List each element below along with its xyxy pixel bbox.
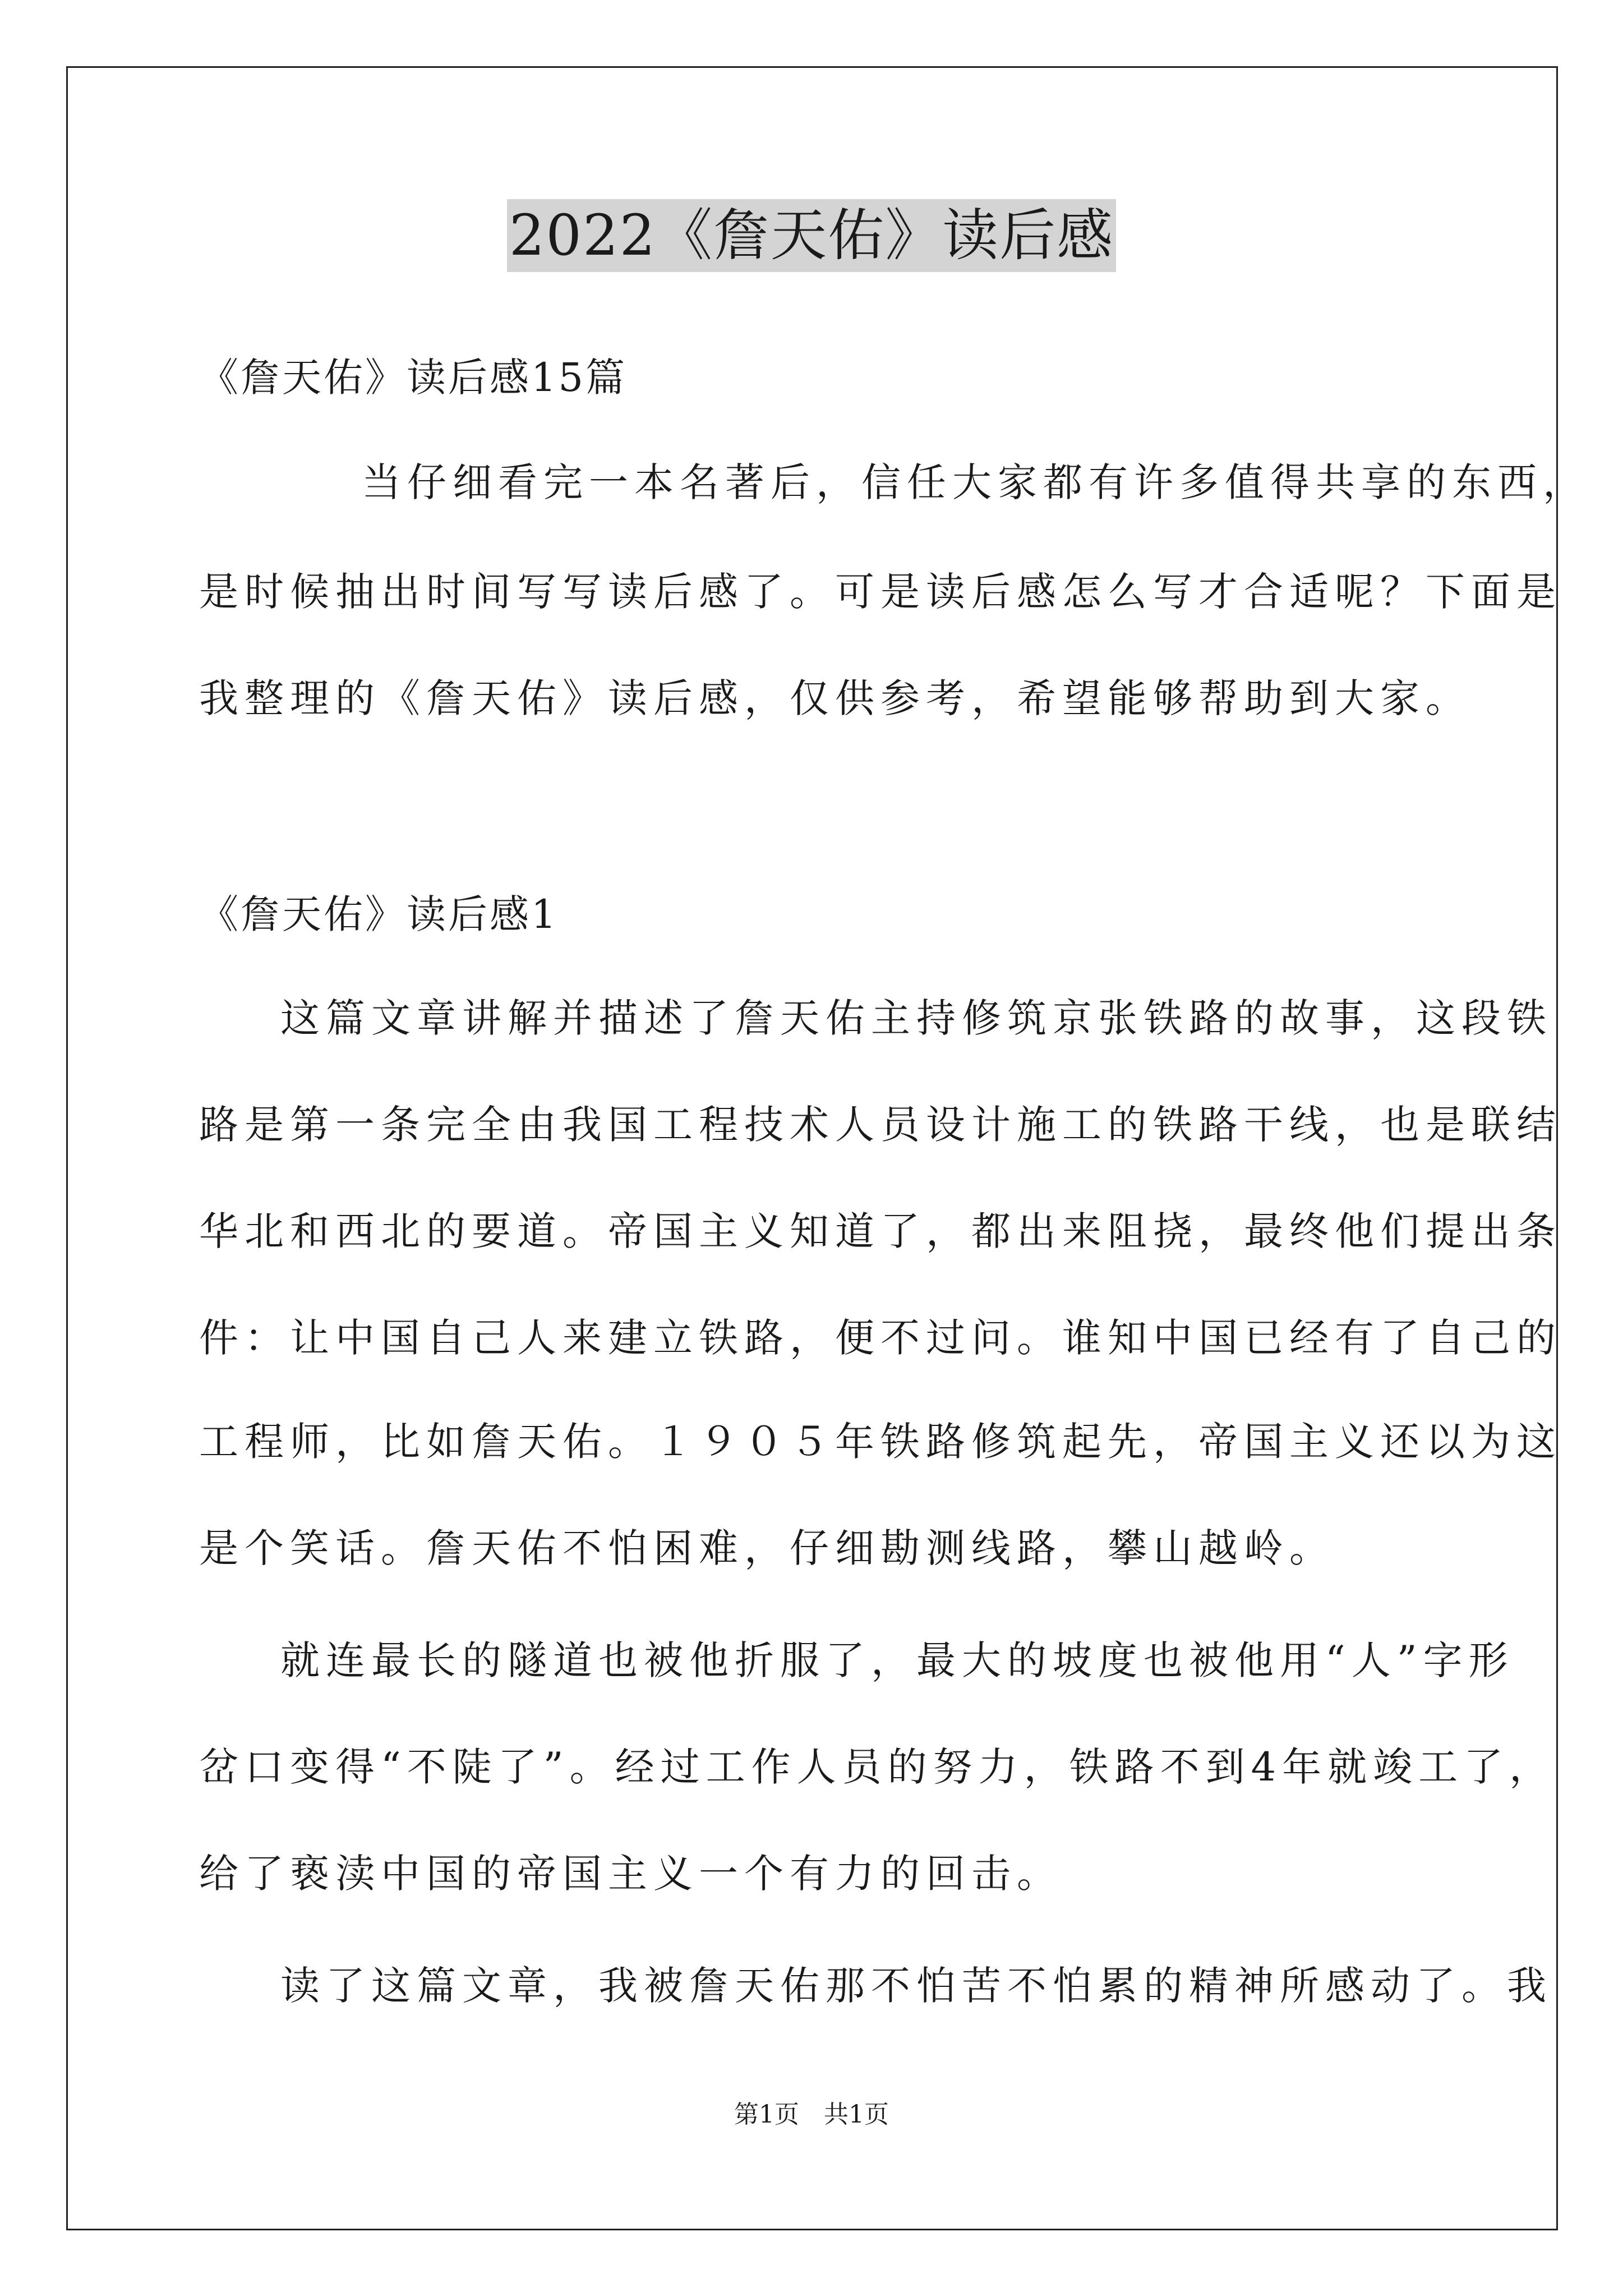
paragraph1-line-4: 件：让中国自己人来建立铁路，便不过问。谁知中国已经有了自己的	[199, 1315, 1562, 1361]
title-container	[0, 199, 1623, 272]
paragraph1-line-6: 是个笑话。詹天佑不怕困难，仔细勘测线路，攀山越岭。	[199, 1525, 1335, 1571]
intro-line-1: 当仔细看完一本名著后，信任大家都有许多值得共享的东西，	[362, 459, 1588, 505]
paragraph2-line-3: 给了亵渎中国的帝国主义一个有力的回击。	[199, 1851, 1062, 1897]
page-number-footer: 第1页 共1页	[734, 2100, 889, 2129]
document-title: 2022《詹天佑》读后感	[507, 199, 1117, 272]
intro-line-3: 我整理的《詹天佑》读后感，仅供参考，希望能够帮助到大家。	[199, 675, 1471, 721]
section-heading: 《詹天佑》读后感1	[199, 891, 559, 937]
document-subtitle: 《詹天佑》读后感15篇	[199, 355, 628, 401]
paragraph2-line-1: 就连最长的隧道也被他折服了，最大的坡度也被他用“人”字形	[280, 1637, 1514, 1683]
paragraph3-line-1: 读了这篇文章，我被詹天佑那不怕苦不怕累的精神所感动了。我	[280, 1963, 1552, 2009]
paragraph1-line-5: 工程师，比如詹天佑。１９０５年铁路修筑起先，帝国主义还以为这	[199, 1419, 1562, 1465]
paragraph1-line-2: 路是第一条完全由我国工程技术人员设计施工的铁路干线，也是联结	[199, 1102, 1562, 1148]
paragraph2-line-2: 岔口变得“不陡了”。经过工作人员的努力，铁路不到4年就竣工了，	[199, 1744, 1555, 1790]
intro-line-2: 是时候抽出时间写写读后感了。可是读后感怎么写才合适呢？下面是	[199, 569, 1562, 615]
paragraph1-line-3: 华北和西北的要道。帝国主义知道了，都出来阻挠，最终他们提出条	[199, 1208, 1562, 1254]
paragraph1-line-1: 这篇文章讲解并描述了詹天佑主持修筑京张铁路的故事，这段铁	[280, 995, 1552, 1041]
